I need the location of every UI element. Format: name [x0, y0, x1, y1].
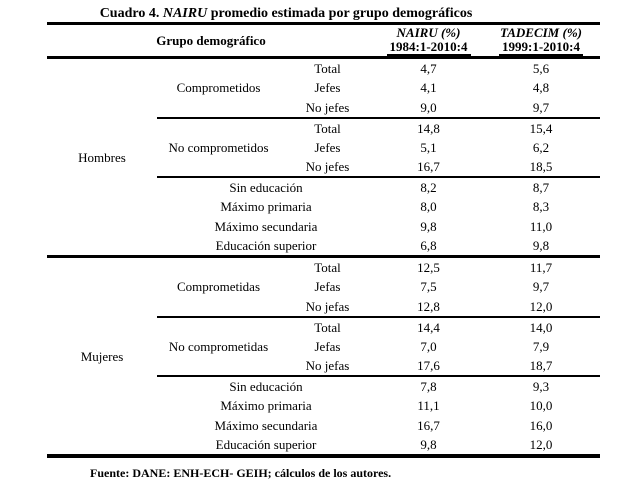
nairu-value-cell: 7,8: [375, 376, 482, 396]
nairu-value-cell: 4,1: [420, 80, 437, 96]
nairu-value-cell: 6,8: [420, 238, 437, 253]
gender-cell-hombres: Hombres: [78, 149, 126, 165]
header-group-label: Grupo demográfico: [47, 24, 375, 58]
subgroup-cell: No jefas: [305, 358, 350, 373]
nairu-value-cell: 7,5: [420, 279, 437, 295]
nairu-value-cell: 9,8: [420, 218, 437, 234]
nairu-table: [47, 22, 600, 458]
tadecim-value-cell: 11,7: [482, 257, 600, 278]
tadecim-value-cell: 6,2: [532, 139, 550, 155]
table-title: [47, 6, 525, 22]
nairu-value-cell: 16,7: [417, 159, 440, 174]
education-cell: Máximo primaria: [220, 199, 312, 215]
nairu-value-cell: 4,7: [420, 61, 437, 76]
nairu-column-name: NAIRU (%): [396, 24, 461, 40]
tadecim-value-cell: 15,4: [482, 118, 600, 138]
subgroup-cell: Total: [314, 61, 341, 76]
tadecim-value-cell: 5,6: [532, 61, 550, 76]
marital-cell: Comprometidos: [176, 80, 261, 96]
tadecim-value-cell: 18,7: [529, 358, 553, 373]
tadecim-value-cell: 7,9: [532, 338, 550, 354]
tadecim-value-cell: 9,8: [532, 238, 550, 253]
nairu-column-period: 1984:1-2010:4: [387, 40, 471, 56]
education-cell: Sin educación: [157, 376, 375, 396]
nairu-value-cell: 8,0: [420, 199, 437, 215]
marital-cell: No comprometidos: [157, 118, 280, 178]
tadecim-value-cell: 12,0: [529, 298, 553, 314]
tadecim-value-cell: 4,8: [532, 80, 550, 96]
marital-cell: Comprometidas: [157, 257, 280, 317]
subgroup-cell: Jefas: [314, 338, 341, 354]
nairu-value-cell: 12,5: [375, 257, 482, 278]
nairu-value-cell: 14,8: [375, 118, 482, 138]
table-row: [47, 58, 600, 79]
nairu-value-cell: 9,8: [420, 437, 437, 452]
nairu-value-cell: 7,0: [420, 338, 437, 354]
table-title-prefix: Cuadro 4.: [99, 6, 163, 21]
education-cell: Sin educación: [157, 177, 375, 197]
nairu-value-cell: 8,2: [375, 177, 482, 197]
tadecim-value-cell: 10,0: [529, 398, 553, 414]
nairu-value-cell: 16,7: [417, 417, 440, 433]
tadecim-column-period: 1999:1-2010:4: [499, 40, 583, 56]
gender-cell-mujeres: Mujeres: [47, 257, 157, 457]
subgroup-cell: Total: [280, 257, 375, 278]
table-title-emphasis: NAIRU: [162, 6, 208, 21]
subgroup-cell: Total: [280, 118, 375, 138]
nairu-value-cell: 12,8: [417, 298, 440, 314]
education-cell: Máximo secundaria: [214, 417, 318, 433]
nairu-value-cell: 5,1: [420, 139, 437, 155]
tadecim-value-cell: 14,0: [482, 317, 600, 337]
nairu-value-cell: 17,6: [417, 358, 440, 373]
table-header-row: [47, 24, 600, 58]
subgroup-cell: Jefas: [314, 279, 341, 295]
tadecim-value-cell: 9,7: [532, 279, 550, 295]
marital-cell: No comprometidas: [157, 317, 280, 377]
table-row: [47, 257, 600, 278]
tadecim-value-cell: 16,0: [529, 417, 553, 433]
subgroup-cell: Total: [280, 317, 375, 337]
education-cell: Educación superior: [215, 238, 317, 253]
education-cell: Educación superior: [215, 437, 317, 452]
tadecim-value-cell: 9,3: [482, 376, 600, 396]
nairu-value-cell: 11,1: [417, 398, 440, 414]
tadecim-value-cell: 8,7: [482, 177, 600, 197]
subgroup-cell: Jefes: [314, 139, 341, 155]
education-cell: Máximo primaria: [220, 398, 312, 414]
header-nairu-column: [375, 24, 482, 58]
tadecim-value-cell: 12,0: [529, 437, 553, 452]
tadecim-value-cell: 18,5: [529, 159, 553, 174]
source-note: Fuente: DANE: ENH-ECH- GEIH; cálculos de los autores.: [90, 466, 392, 480]
subgroup-cell: No jefas: [305, 298, 350, 314]
table-title-suffix: promedio estimada por grupo demográficos: [207, 6, 473, 21]
tadecim-value-cell: 11,0: [529, 218, 553, 234]
education-cell: Máximo secundaria: [214, 218, 318, 234]
nairu-value-cell: 14,4: [375, 317, 482, 337]
header-tadecim-column: [482, 24, 600, 58]
nairu-value-cell: 9,0: [420, 99, 437, 115]
tadecim-value-cell: 9,7: [532, 99, 550, 115]
tadecim-value-cell: 8,3: [532, 199, 550, 215]
subgroup-cell: No jefes: [305, 159, 350, 174]
subgroup-cell: No jefes: [305, 99, 350, 115]
subgroup-cell: Jefes: [314, 80, 341, 96]
tadecim-column-name: TADECIM (%): [500, 24, 582, 40]
